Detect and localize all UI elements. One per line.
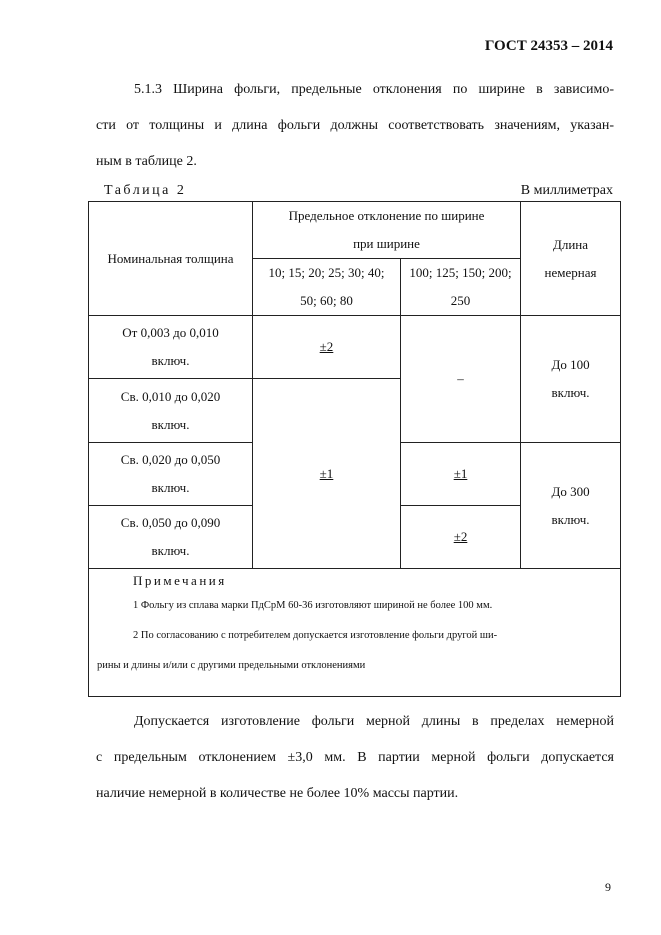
length-value-1: До 100 включ. (521, 316, 621, 443)
length-value-2: До 300 включ. (521, 443, 621, 569)
data-table (88, 201, 621, 697)
deviation-value-b1: – (401, 316, 521, 443)
header-width-large: 100; 125; 150; 200; 250 (401, 259, 521, 316)
deviation-value-b3: ±2 (401, 506, 521, 569)
deviation-value-b2: ±1 (401, 443, 521, 506)
deviation-value-a1: ±2 (253, 316, 401, 379)
header-length: Длина немерная (521, 202, 621, 316)
table-notes (89, 569, 621, 697)
table-row-thickness-3: Св. 0,020 до 0,050 включ. (89, 443, 253, 506)
header-width-small: 10; 15; 20; 25; 30; 40; 50; 60; 80 (253, 259, 401, 316)
closing-line-2: с предельным отклонением ±3,0 мм. В партии мерной фольги допускается (96, 750, 614, 765)
intro-line-3: ным в таблице 2. (96, 154, 197, 169)
page-number: 9 (605, 880, 611, 894)
notes-title: Примечания (133, 573, 227, 588)
closing-line-1: Допускается изготовление фольги мерной длины в пределах немерной (134, 714, 614, 729)
deviation-value-a2: ±1 (253, 379, 401, 569)
intro-line-2: сти от толщины и длина фольги должны соответствовать значениям, указан- (96, 118, 614, 133)
intro-paragraph (96, 72, 614, 180)
table-row-thickness-4: Св. 0,050 до 0,090 включ. (89, 506, 253, 569)
table-caption: Таблица 2 (104, 183, 187, 198)
header-nominal-thickness: Номинальная толщина (89, 202, 253, 316)
closing-line-3: наличие немерной в количестве не более 10% массы партии. (96, 786, 459, 801)
intro-line-1: 5.1.3 Ширина фольги, предельные отклонения по ширине в зависимо- (134, 82, 614, 97)
table-units: В миллиметрах (520, 183, 613, 198)
note-2-line-1: 2 По согласованию с потребителем допускается изготовление фольги другой ши- (133, 630, 498, 641)
document-code: ГОСТ 24353 – 2014 (484, 38, 613, 54)
note-2-line-2: рины и длины и/или с другими предельными отклонениями (97, 660, 366, 671)
header-width-deviation: Предельное отклонение по ширине при ширине (253, 202, 521, 259)
note-1: 1 Фольгу из сплава марки ПдСрМ 60-36 изготовляют шириной не более 100 мм. (133, 600, 493, 611)
closing-paragraph (96, 704, 614, 812)
table-row-thickness-2: Св. 0,010 до 0,020 включ. (89, 379, 253, 443)
table-row-thickness-1: От 0,003 до 0,010 включ. (89, 316, 253, 379)
